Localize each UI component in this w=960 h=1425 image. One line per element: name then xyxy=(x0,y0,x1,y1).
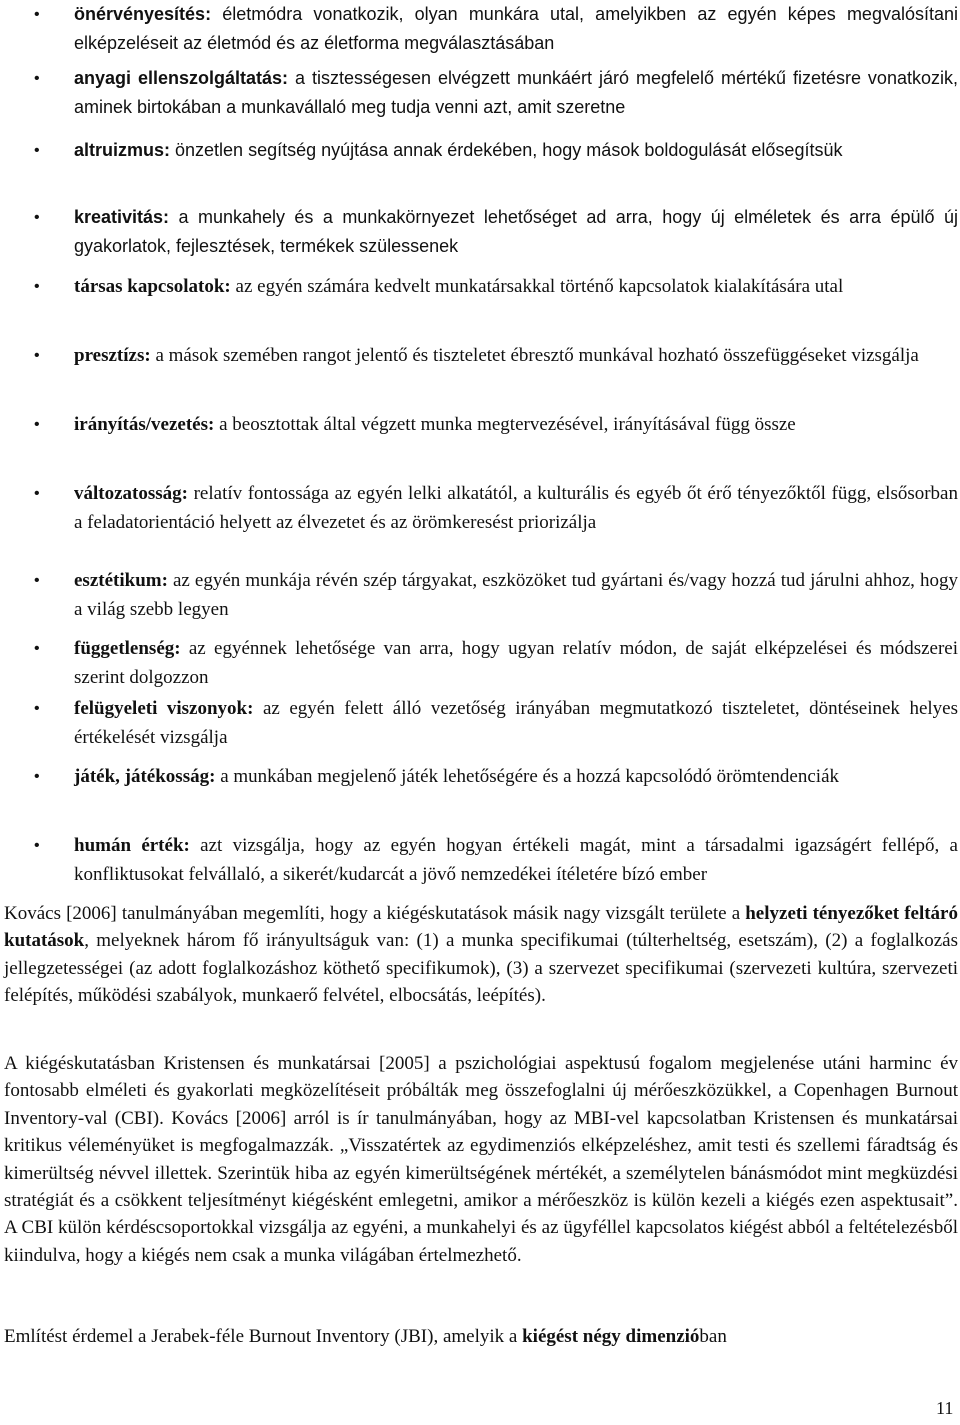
bullet-icon: • xyxy=(34,142,40,159)
list-item xyxy=(34,566,958,624)
list-item-term: kreativitás: xyxy=(74,207,170,227)
bullet-icon: • xyxy=(34,6,40,23)
list-item-term: irányítás/vezetés: xyxy=(74,414,215,435)
list-item-text: a tisztességesen elvégzett munkáért járó megfelelő mértékű fizetésre vonatkozik, aminek birtokában a munkavállaló meg tudja venni azt, amit szeretne xyxy=(74,68,958,117)
list-item-term: felügyeleti viszonyok: xyxy=(74,698,254,719)
bullet-icon: • xyxy=(34,768,40,785)
bullet-icon: • xyxy=(34,209,40,226)
list-item-text: azt vizsgálja, hogy az egyén hogyan értékeli magát, mint a társadalmi igazságért fellépő, a konfliktusokat felvállaló, a sikerét/kudarcát a jövő nemzedékei ítéletére bízó ember xyxy=(74,835,958,885)
list-item-term: humán érték: xyxy=(74,835,190,856)
bullet-icon: • xyxy=(34,485,40,502)
paragraph: A kiégéskutatásban Kristensen és munkatársai [2005] a pszichológiai aspektusú fogalom megjelenése utáni harminc év fontosabb elméleti és gyakorlati megközelítéseit próbálták meg összefoglalni új mérőeszközükkel, a Copenhagen Burnout Inventory-val (CBI). Kovács [2006] arról is ír tanulmányában, hogy az MBI-vel kapcsolatban Kristensen és munkatársai kritikus véleményüket is megfogalmazzák. „Visszatértek az egydimenziós elképzeléshez, amit testi és szellemi fáradtság és kimerültség névvel illettek. Szerintük hiba az egyén kimerültségének mértékét, a személytelen bánásmódot mint megküzdési stratégiát és a csökkent teljesítményt kiégésként emlegetni, amikor a mérőeszköz is külön kezeli a kiégés ezen aspektusait”. A CBI külön kérdéscsoportokkal vizsgálja az egyéni, a munkahelyi és az ügyféllel kapcsolatos kiégést abból a feltételezésből kiindulva, hogy a kiégés nem csak a munka világában értelmezhető. xyxy=(4,1053,958,1266)
list-item-term: anyagi ellenszolgáltatás: xyxy=(74,68,289,88)
list-item-text: életmódra vonatkozik, olyan munkára utal, amelyikben az egyén képes megvalósítani elképzeléseit az életmód és az életforma megválasztásában xyxy=(74,4,958,53)
bullet-icon: • xyxy=(34,837,40,854)
page-number: 11 xyxy=(936,1398,954,1418)
list-item xyxy=(34,694,958,752)
list-item xyxy=(34,136,958,165)
list-item-text: a mások szemében rangot jelentő és tiszteletet ébresztő munkával hozható összefüggéseket vizsgálja xyxy=(150,345,919,366)
list-item-text: az egyénnek lehetősége van arra, hogy ugyan relatív módon, de saját elképzelései és módszerei szerint dolgozzon xyxy=(74,638,958,688)
list-item-term: önérvényesítés: xyxy=(74,4,212,24)
bullet-icon: • xyxy=(34,640,40,657)
bullet-icon: • xyxy=(34,70,40,87)
list-item-text: az egyén munkája révén szép tárgyakat, eszközöket tud gyártani és/vagy hozzá tud járulni ahhoz, hogy a világ szebb legyen xyxy=(74,570,958,620)
list-item xyxy=(34,203,958,261)
list-item-text: a beosztottak által végzett munka megtervezésével, irányításával függ össze xyxy=(214,414,796,435)
list-item-text: relatív fontossága az egyén lelki alkatától, a kulturális és egyéb őt érő tényezőktől függ, elsősorban a feladatorientáció helyett az élvezetet és az örömkeresést priorizálja xyxy=(74,483,958,533)
list-item-text: az egyén számára kedvelt munkatársakkal történő kapcsolatok kialakítására utal xyxy=(230,276,844,297)
bullet-icon: • xyxy=(34,347,40,364)
list-item-term: változatosság: xyxy=(74,483,188,504)
list-item xyxy=(34,64,958,122)
paragraph xyxy=(4,1323,958,1350)
paragraph-text: Kovács [2006] tanulmányában megemlíti, hogy a kiégéskutatások másik nagy vizsgált területe a xyxy=(4,903,746,924)
bullet-icon: • xyxy=(34,700,40,717)
list-item xyxy=(34,762,958,791)
paragraph xyxy=(4,900,958,1010)
list-item xyxy=(34,0,958,58)
bullet-icon: • xyxy=(34,278,40,295)
list-item-term: presztízs: xyxy=(74,345,151,366)
list-item-term: altruizmus: xyxy=(74,140,171,160)
paragraph-text: , melyeknek három fő irányultságuk van: (1) a munka specifikumai (túlterheltség, esetszám), (2) a foglalkozás jellegzetességei (az adott foglalkozáshoz köthető specifikumok), (3) a szervezet specifikumai (szervezeti kultúra, szervezeti felépítés, működési szabályok, munkaerő felvétel, elbocsátás, leépítés). xyxy=(4,930,958,1007)
list-item-term: esztétikum: xyxy=(74,570,168,591)
list-item-text: az egyén felett álló vezetőség irányában megmutatkozó tiszteletet, döntéseinek helyes értékelését vizsgálja xyxy=(74,698,958,748)
list-item-text: önzetlen segítség nyújtása annak érdekében, hogy mások boldogulását elősegítsük xyxy=(170,140,843,160)
paragraph-bold-text: helyzeti tényezőket feltáró kutatások xyxy=(4,903,958,952)
bullet-icon: • xyxy=(34,572,40,589)
list-item xyxy=(34,410,958,439)
paragraph-bold-text: kiégést négy dimenzió xyxy=(522,1326,700,1347)
list-item xyxy=(34,634,958,692)
bullet-icon: • xyxy=(34,416,40,433)
list-item-text: a munkahely és a munkakörnyezet lehetőséget ad arra, hogy új elméletek és arra épülő új gyakorlatok, fejlesztések, termékek szülessenek xyxy=(74,207,958,256)
list-item-term: függetlenség: xyxy=(74,638,181,659)
list-item xyxy=(34,831,958,889)
paragraph-text: Említést érdemel a Jerabek-féle Burnout Inventory (JBI), amelyik a xyxy=(4,1326,523,1347)
list-item xyxy=(34,341,958,370)
list-item xyxy=(34,479,958,537)
list-item-text: a munkában megjelenő játék lehetőségére és a hozzá kapcsolódó örömtendenciák xyxy=(215,766,840,787)
paragraph-text: ban xyxy=(699,1326,727,1347)
list-item-term: társas kapcsolatok: xyxy=(74,276,231,297)
list-item xyxy=(34,272,958,301)
list-item-term: játék, játékosság: xyxy=(74,766,216,787)
